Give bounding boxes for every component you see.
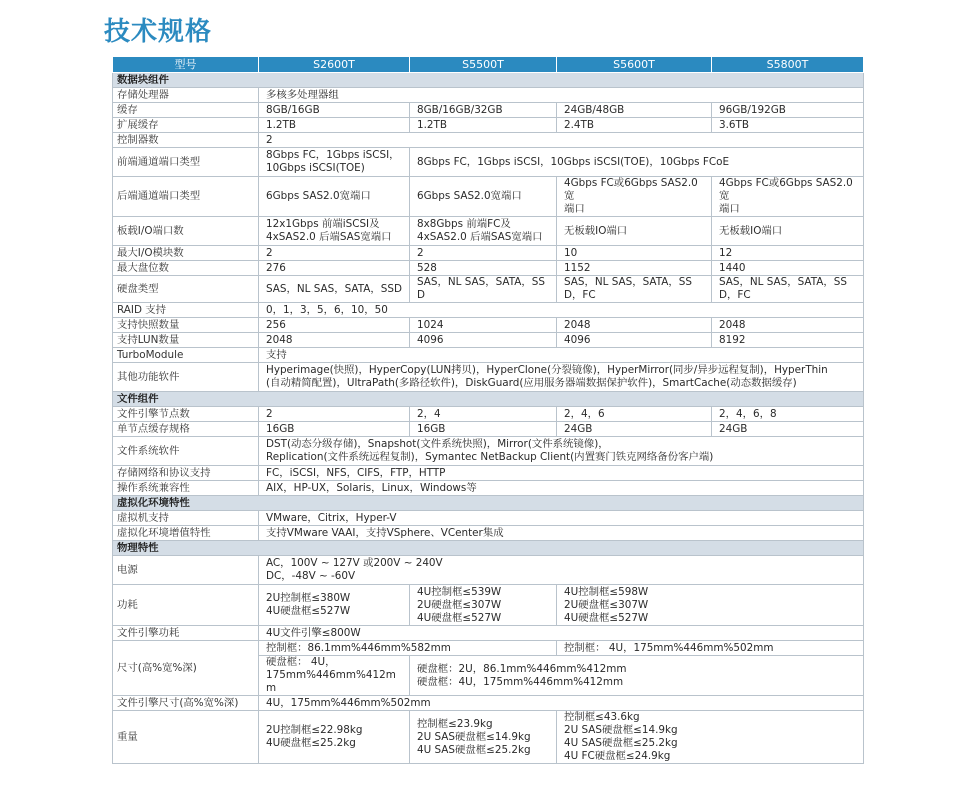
table-row [113, 556, 864, 585]
section-title-phys: 物理特性 [113, 541, 864, 556]
row-value [410, 585, 557, 626]
model-header-s2600t: S2600T [259, 57, 410, 73]
row-label: 电源 [113, 556, 259, 585]
row-label: 前端通道端口类型 [113, 148, 259, 177]
table-row [113, 437, 864, 466]
row-label: 文件系统软件 [113, 437, 259, 466]
row-value: SAS，NL SAS，SATA，SSD，FC [557, 276, 712, 303]
table-row [113, 526, 864, 541]
row-label: 后端通道端口类型 [113, 177, 259, 217]
row-value-text: 4Gbps FC或6Gbps SAS2.0宽 端口 [564, 177, 698, 215]
row-value [557, 711, 864, 764]
table-row [113, 103, 864, 118]
model-header-s5800t: S5800T [712, 57, 864, 73]
row-value: 96GB/192GB [712, 103, 864, 118]
table-row [113, 481, 864, 496]
table-row [113, 696, 864, 711]
row-value-text: 4U控制框≤598W 2U硬盘框≤307W 4U硬盘框≤527W [564, 585, 649, 624]
row-value: 2048 [557, 318, 712, 333]
row-value-text: AC，100V ~ 127V 或200V ~ 240V DC，-48V ~ -60V [266, 557, 443, 582]
row-value: VMware，Citrix，Hyper-V [259, 511, 864, 526]
section-title-file: 文件组件 [113, 392, 864, 407]
row-label: 操作系统兼容性 [113, 481, 259, 496]
section-row [113, 496, 864, 511]
row-label: 存储处理器 [113, 88, 259, 103]
model-header-label: 型号 [113, 57, 259, 73]
row-value: 2 [410, 246, 557, 261]
row-value: SAS，NL SAS，SATA，SSD [259, 276, 410, 303]
row-value-text: 4Gbps FC或6Gbps SAS2.0宽 端口 [719, 177, 853, 215]
row-value-text: DST(动态分级存储)，Snapshot(文件系统快照)，Mirror(文件系统镜像)， Replication(文件系统远程复制)，Symantec NetBackup Client(内置赛门铁克网络备份客户端) [266, 438, 714, 463]
row-value: 0，1，3，5，6，10，50 [259, 303, 864, 318]
row-value-text: 8x8Gbps 前端FC及 4xSAS2.0 后端SAS宽端口 [417, 218, 543, 243]
row-value: 2.4TB [557, 118, 712, 133]
row-value: 8192 [712, 333, 864, 348]
row-value: 24GB/48GB [557, 103, 712, 118]
row-value: 276 [259, 261, 410, 276]
table-row [113, 88, 864, 103]
row-value [410, 656, 864, 696]
table-row [113, 118, 864, 133]
row-label: 板载I/O端口数 [113, 217, 259, 246]
row-value: 1.2TB [259, 118, 410, 133]
table-row [113, 303, 864, 318]
row-label: 尺寸(高%宽%深) [113, 641, 259, 696]
row-label: 缓存 [113, 103, 259, 118]
table-row [113, 641, 864, 656]
row-value: 24GB [557, 422, 712, 437]
row-value: 16GB [259, 422, 410, 437]
row-value: 12 [712, 246, 864, 261]
table-row [113, 276, 864, 303]
row-value-text: 2U控制框≤22.98kg 4U硬盘框≤25.2kg [266, 724, 363, 749]
row-value: 10 [557, 246, 712, 261]
row-value: 2，4，6 [557, 407, 712, 422]
table-row [113, 177, 864, 217]
page-title: 技术规格 [104, 17, 213, 47]
row-label: 虚拟机支持 [113, 511, 259, 526]
row-label: 重量 [113, 711, 259, 764]
row-value [259, 217, 410, 246]
row-value-text: 4U控制框≤539W 2U硬盘框≤307W 4U硬盘框≤527W [417, 585, 502, 624]
table-header-row [113, 57, 864, 73]
row-value-text: 硬盘框：2U，86.1mm%446mm%412mm 硬盘框：4U，175mm%446mm%412mm [417, 662, 627, 688]
table-row [113, 246, 864, 261]
table-row [113, 217, 864, 246]
row-value: 6Gbps SAS2.0宽端口 [410, 177, 557, 217]
row-value: 2 [259, 246, 410, 261]
row-value: 无板载IO端口 [557, 217, 712, 246]
row-label: 存储网络和协议支持 [113, 466, 259, 481]
row-value [259, 656, 410, 696]
row-value: 2048 [712, 318, 864, 333]
row-label: 控制器数 [113, 133, 259, 148]
row-value [259, 363, 864, 392]
table-row [113, 261, 864, 276]
row-value: 528 [410, 261, 557, 276]
row-label: 支持LUN数量 [113, 333, 259, 348]
row-value: 2048 [259, 333, 410, 348]
row-value: 1152 [557, 261, 712, 276]
row-value: 2 [259, 407, 410, 422]
row-label: 其他功能软件 [113, 363, 259, 392]
row-value: 无板载IO端口 [712, 217, 864, 246]
row-value: 多核多处理器组 [259, 88, 864, 103]
row-value: 4096 [410, 333, 557, 348]
row-value [259, 585, 410, 626]
row-label: 最大盘位数 [113, 261, 259, 276]
row-label: RAID 支持 [113, 303, 259, 318]
row-value-text: 控制框≤23.9kg 2U SAS硬盘框≤14.9kg 4U SAS硬盘框≤25.2kg [417, 717, 531, 756]
row-value: SAS，NL SAS，SATA，SSD [410, 276, 557, 303]
table-row [113, 626, 864, 641]
row-label: 虚拟化环境增值特性 [113, 526, 259, 541]
row-value: 支持VMware VAAI，支持VSphere、VCenter集成 [259, 526, 864, 541]
table-row [113, 422, 864, 437]
row-label: 最大I/O模块数 [113, 246, 259, 261]
table-row [113, 348, 864, 363]
row-value-text: 控制框≤43.6kg 2U SAS硬盘框≤14.9kg 4U SAS硬盘框≤25.2kg 4U FC硬盘框≤24.9kg [564, 711, 678, 762]
table-row [113, 148, 864, 177]
model-header-s5500t: S5500T [410, 57, 557, 73]
section-row [113, 73, 864, 88]
table-row [113, 407, 864, 422]
row-value: 1024 [410, 318, 557, 333]
row-value: 4U文件引擎≤800W [259, 626, 864, 641]
table-row [113, 511, 864, 526]
row-value: 6Gbps SAS2.0宽端口 [259, 177, 410, 217]
row-value-text: Hyperimage(快照)，HyperCopy(LUN拷贝)，HyperClone(分裂镜像)，HyperMirror(同步/异步远程复制)，HyperThin (自动精简配置)，UltraPath(多路径软件)，DiskGuard(应用服务器端数据保护软件)，SmartCache(动态数据缓存) [266, 364, 828, 389]
section-title-virt: 虚拟化环境特性 [113, 496, 864, 511]
row-label: 功耗 [113, 585, 259, 626]
row-value: 1440 [712, 261, 864, 276]
section-row [113, 392, 864, 407]
row-value [410, 711, 557, 764]
row-value: SAS，NL SAS，SATA，SSD，FC [712, 276, 864, 303]
table-row [113, 133, 864, 148]
table-row [113, 711, 864, 764]
row-value: 24GB [712, 422, 864, 437]
row-label: 支持快照数量 [113, 318, 259, 333]
row-value: 支持 [259, 348, 864, 363]
row-value: 8GB/16GB/32GB [410, 103, 557, 118]
row-label: 扩展缓存 [113, 118, 259, 133]
row-label: 单节点缓存规格 [113, 422, 259, 437]
row-label: 文件引擎尺寸(高%宽%深) [113, 696, 259, 711]
section-title-block: 数据块组件 [113, 73, 864, 88]
row-value: 2，4，6，8 [712, 407, 864, 422]
row-value: 2 [259, 133, 864, 148]
row-value-text: 2U控制框≤380W 4U硬盘框≤527W [266, 592, 351, 617]
row-value [712, 177, 864, 217]
table-row [113, 585, 864, 626]
table-row [113, 466, 864, 481]
row-value-text: 8Gbps FC，1Gbps iSCSI， 10Gbps iSCSI(TOE) [266, 149, 400, 174]
row-value: 4U，175mm%446mm%502mm [259, 696, 864, 711]
model-header-s5600t: S5600T [557, 57, 712, 73]
row-value: 2，4 [410, 407, 557, 422]
row-value: 4096 [557, 333, 712, 348]
row-value: 1.2TB [410, 118, 557, 133]
row-label: 文件引擎节点数 [113, 407, 259, 422]
row-value: 8GB/16GB [259, 103, 410, 118]
row-value [410, 217, 557, 246]
row-value: 16GB [410, 422, 557, 437]
row-label: 文件引擎功耗 [113, 626, 259, 641]
row-value: 256 [259, 318, 410, 333]
row-label: TurboModule [113, 348, 259, 363]
row-value: 8Gbps FC，1Gbps iSCSI，10Gbps iSCSI(TOE)，10Gbps FCoE [410, 148, 864, 177]
spec-table [112, 56, 864, 764]
row-value: 控制框： 4U，175mm%446mm%502mm [557, 641, 864, 656]
row-value [259, 148, 410, 177]
row-value-text: 12x1Gbps 前端iSCSI及 4xSAS2.0 后端SAS宽端口 [266, 218, 392, 243]
row-label: 硬盘类型 [113, 276, 259, 303]
table-row [113, 333, 864, 348]
row-value [259, 711, 410, 764]
row-value: FC，iSCSI，NFS，CIFS，FTP，HTTP [259, 466, 864, 481]
row-value: AIX，HP-UX，Solaris，Linux，Windows等 [259, 481, 864, 496]
table-row [113, 318, 864, 333]
row-value [557, 177, 712, 217]
row-value-text: 硬盘框： 4U， 175mm%446mm%412mm [266, 656, 396, 694]
row-value [259, 556, 864, 585]
row-value: 控制框：86.1mm%446mm%582mm [259, 641, 557, 656]
section-row [113, 541, 864, 556]
table-row [113, 363, 864, 392]
row-value [259, 437, 864, 466]
row-value: 3.6TB [712, 118, 864, 133]
row-value [557, 585, 864, 626]
